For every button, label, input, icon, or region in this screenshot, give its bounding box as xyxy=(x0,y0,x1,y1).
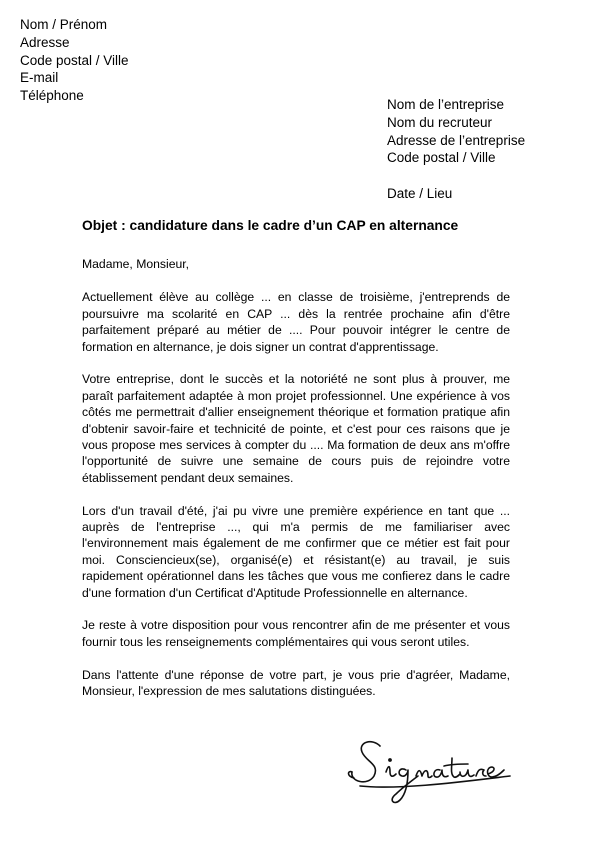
sender-phone: Téléphone xyxy=(20,88,84,104)
paragraph-company: Votre entreprise, dont le succès et la notoriété ne sont plus à prouver, me paraît parfaitement adaptée à mon projet professionnel. Une expérience à vos côtés me permettrait d'allier enseignement théorique et formation pratique afin d'obtenir savoir-faire et technicité de pointe, et c'est pour ces raisons que je vous propose mes services à compter du .... Ma formation de deux ans m'offre l'opportunité de suivre une semaine de cours puis de rejoindre votre établissement pendant deux semaines. xyxy=(82,372,510,485)
greeting: Madame, Monsieur, xyxy=(82,257,190,271)
date-place: Date / Lieu xyxy=(387,185,453,201)
recipient-postal-city: Code postal / Ville xyxy=(387,150,496,166)
recipient-company: Nom de l’entreprise xyxy=(387,97,505,112)
recipient-block xyxy=(387,96,525,203)
paragraph-intro: Actuellement élève au collège ... en classe de troisième, j'entreprends de poursuivre ma scolarité en CAP ... dès la rentrée prochaine afin d'être parfaitement préparé au métier de .... Pour pouvoir intégrer le centre de formation en alternance, je dois signer un contrat d'apprentissage. xyxy=(82,290,510,354)
recipient-company-address: Adresse de l’entreprise xyxy=(387,132,526,148)
paragraph-experience: Lors d'un travail d'été, j'ai pu vivre une première expérience en tant que ... auprès de l'entreprise ..., qui m'a permis de me familiariser avec l'environnement mais également de me confirmer que ce métier est fait pour moi. Consciencieux(se), organisé(e) et résistant(e) au travail, je suis rapidement opérationnel dans les tâches que vous me confierez dans le cadre d'une formation d'un Certificat d'Aptitude Professionnelle en alternance. xyxy=(82,503,510,600)
sender-name: Nom / Prénom xyxy=(20,17,108,32)
sender-address: Adresse xyxy=(20,34,70,50)
recipient-recruiter: Nom du recruteur xyxy=(387,114,493,130)
letter-body xyxy=(82,256,510,716)
handwritten-signature xyxy=(340,730,520,820)
paragraph-availability: Je reste à votre disposition pour vous rencontrer afin de me présenter et vous fournir tous les renseignements complémentaires qui vous seront utiles. xyxy=(82,618,510,649)
sender-postal-city: Code postal / Ville xyxy=(20,52,129,68)
paragraph-closing: Dans l'attente d'une réponse de votre part, je vous prie d'agréer, Madame, Monsieur, l'expression de mes salutations distinguées. xyxy=(82,667,510,699)
letter-subject: Objet : candidature dans le cadre d’un CAP en alternance xyxy=(82,218,459,233)
sender-block xyxy=(20,16,129,105)
sender-email: E-mail xyxy=(20,70,59,86)
